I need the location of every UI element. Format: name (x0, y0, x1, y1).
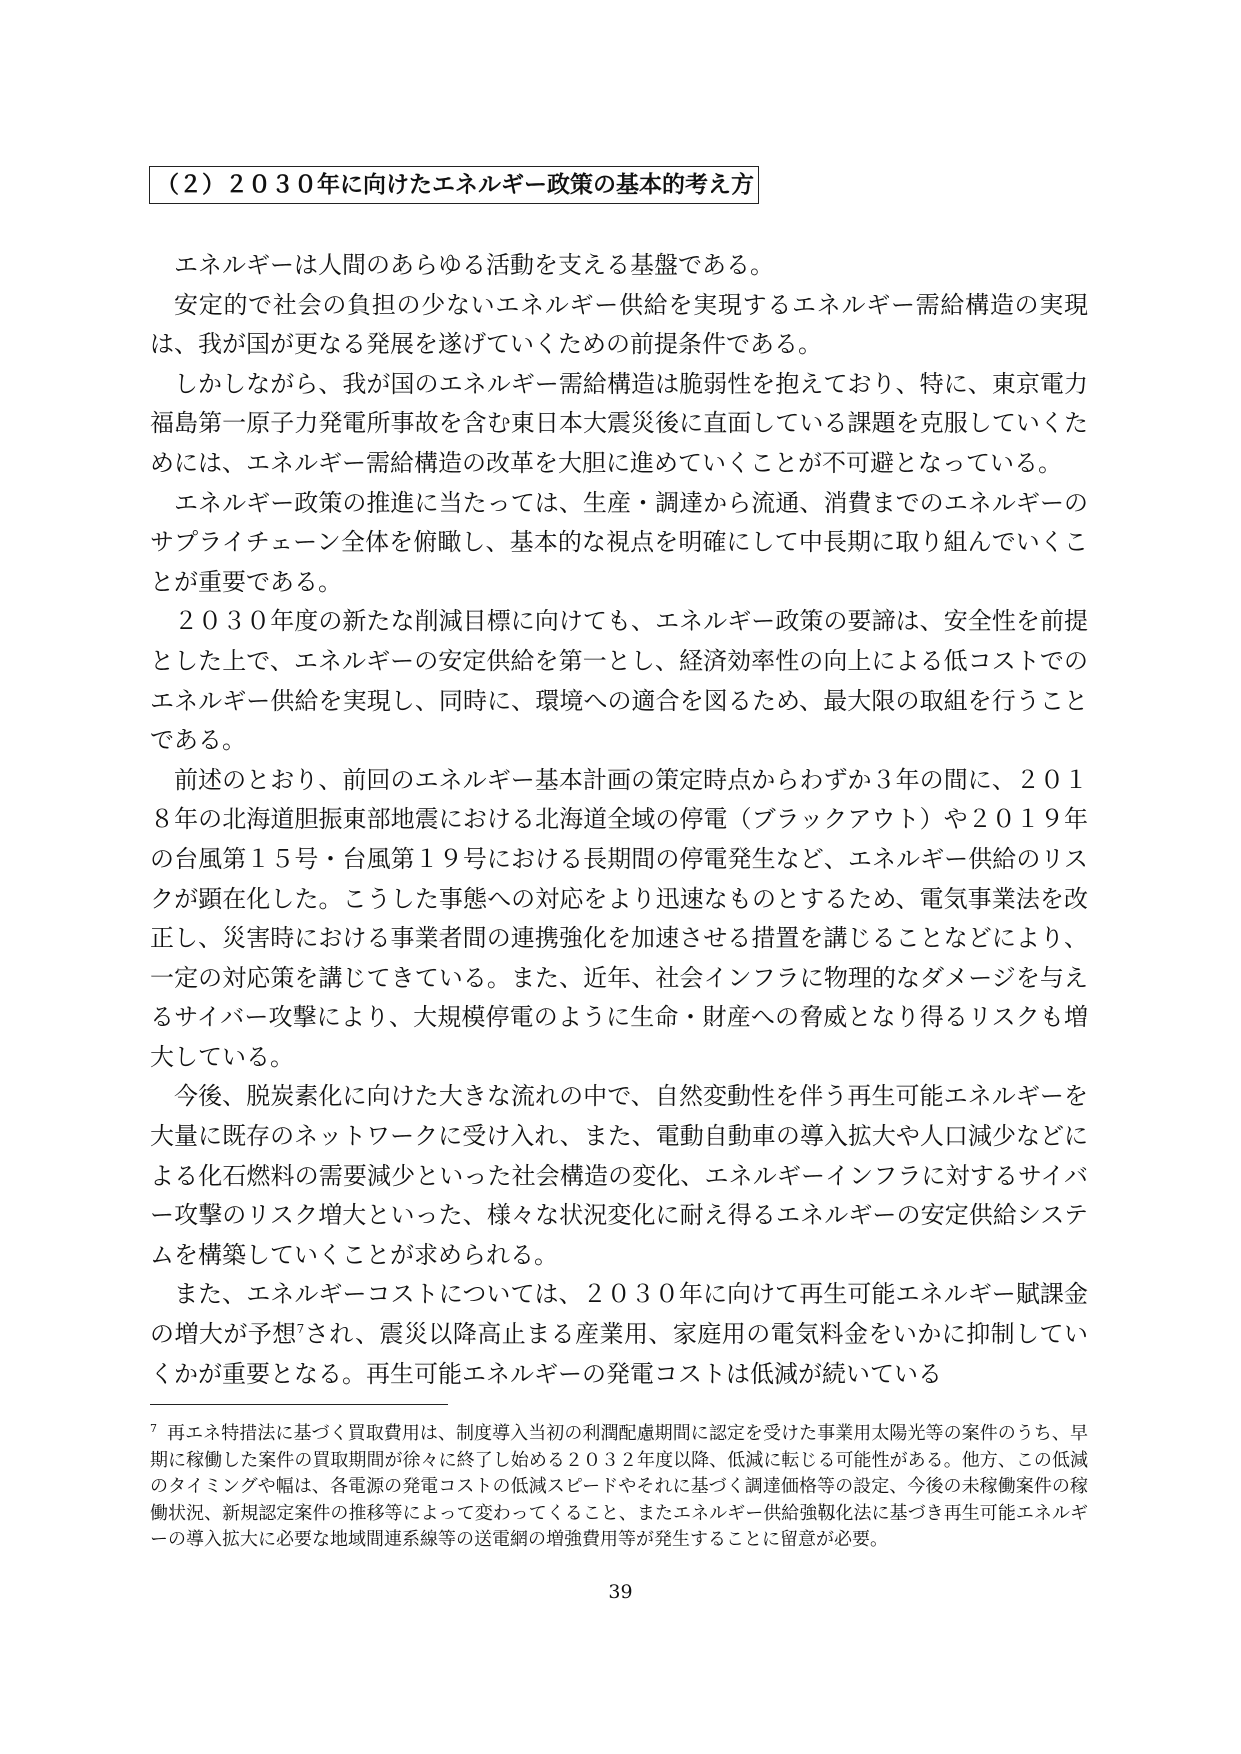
page-number: 39 (608, 1581, 633, 1603)
paragraph: しかしながら、我が国のエネルギー需給構造は脆弱性を抱えており、特に、東京電力福島第一原子力発電所事故を含む東日本大震災後に直面している課題を克服していくためには、エネルギー需給構造の改革を大胆に進めていくことが不可避となっている。 (150, 369, 1088, 477)
section-heading: （２）２０３０年に向けたエネルギー政策の基本的考え方 (149, 166, 759, 204)
paragraph: ２０３０年度の新たな削減目標に向けても、エネルギー政策の要諦は、安全性を前提とした上で、エネルギーの安定供給を第一とし、経済効率性の向上による低コストでのエネルギー供給を実現し、同時に、環境への適合を図るため、最大限の取組を行うことである。 (150, 607, 1088, 755)
paragraph: 安定的で社会の負担の少ないエネルギー供給を実現するエネルギー需給構造の実現は、我が国が更なる発展を遂げていくための前提条件である。 (150, 290, 1088, 359)
paragraph-last (150, 1275, 1088, 1394)
paragraph: エネルギー政策の推進に当たっては、生産・調達から流通、消費までのエネルギーのサプライチェーン全体を俯瞰し、基本的な視点を明確にして中長期に取り組んでいくことが重要である。 (150, 488, 1088, 596)
footnote-reference[interactable]: 7 (296, 1322, 305, 1337)
footnote (150, 1421, 1088, 1554)
paragraph-text: また、エネルギーコストについては、２０３０年に向けて再生可能エネルギー賦課金の増大が予想 (150, 1280, 1088, 1349)
footnote-text: 再エネ特措法に基づく買取費用は、制度導入当初の利潤配慮期間に認定を受けた事業用太陽光等の案件のうち、早期に稼働した案件の買取期間が徐々に終了し始める２０３２年度以降、低減に転じる可能性がある。他方、この低減のタイミングや幅は、各電源の発電コストの低減スピードやそれに基づく調達価格等の設定、今後の未稼働案件の稼働状況、新規認定案件の推移等によって変わってくること、またエネルギー供給強靱化法に基づき再生可能エネルギーの導入拡大に必要な地域間連系線等の送電網の増強費用等が発生することに留意が必要。 (150, 1423, 1088, 1550)
paragraph: 今後、脱炭素化に向けた大きな流れの中で、自然変動性を伴う再生可能エネルギーを大量に既存のネットワークに受け入れ、また、電動自動車の導入拡大や人口減少などによる化石燃料の需要減少といった社会構造の変化、エネルギーインフラに対するサイバー攻撃のリスク増大といった、様々な状況変化に耐え得るエネルギーの安定供給システムを構築していくことが求められる。 (150, 1082, 1088, 1269)
footnote-divider (150, 1404, 448, 1405)
footnote-mark: 7 (150, 1422, 157, 1435)
paragraph: エネルギーは人間のあらゆる活動を支える基盤である。 (174, 251, 774, 279)
paragraph: 前述のとおり、前回のエネルギー基本計画の策定時点からわずか３年の間に、２０１８年の北海道胆振東部地震における北海道全域の停電（ブラックアウト）や２０１９年の台風第１５号・台風第１９号における長期間の停電発生など、エネルギー供給のリスクが顕在化した。こうした事態への対応をより迅速なものとするため、電気事業法を改正し、災害時における事業者間の連携強化を加速させる措置を講じることなどにより、一定の対応策を講じてきている。また、近年、社会インフラに物理的なダメージを与えるサイバー攻撃により、大規模停電のように生命・財産への脅威となり得るリスクも増大している。 (150, 765, 1088, 1071)
body-text (150, 246, 1088, 1394)
paragraph-text: され、震災以降高止まる産業用、家庭用の電気料金をいかに抑制していくかが重要となる。再生可能エネルギーの発電コストは低減が続いている (150, 1320, 1088, 1388)
